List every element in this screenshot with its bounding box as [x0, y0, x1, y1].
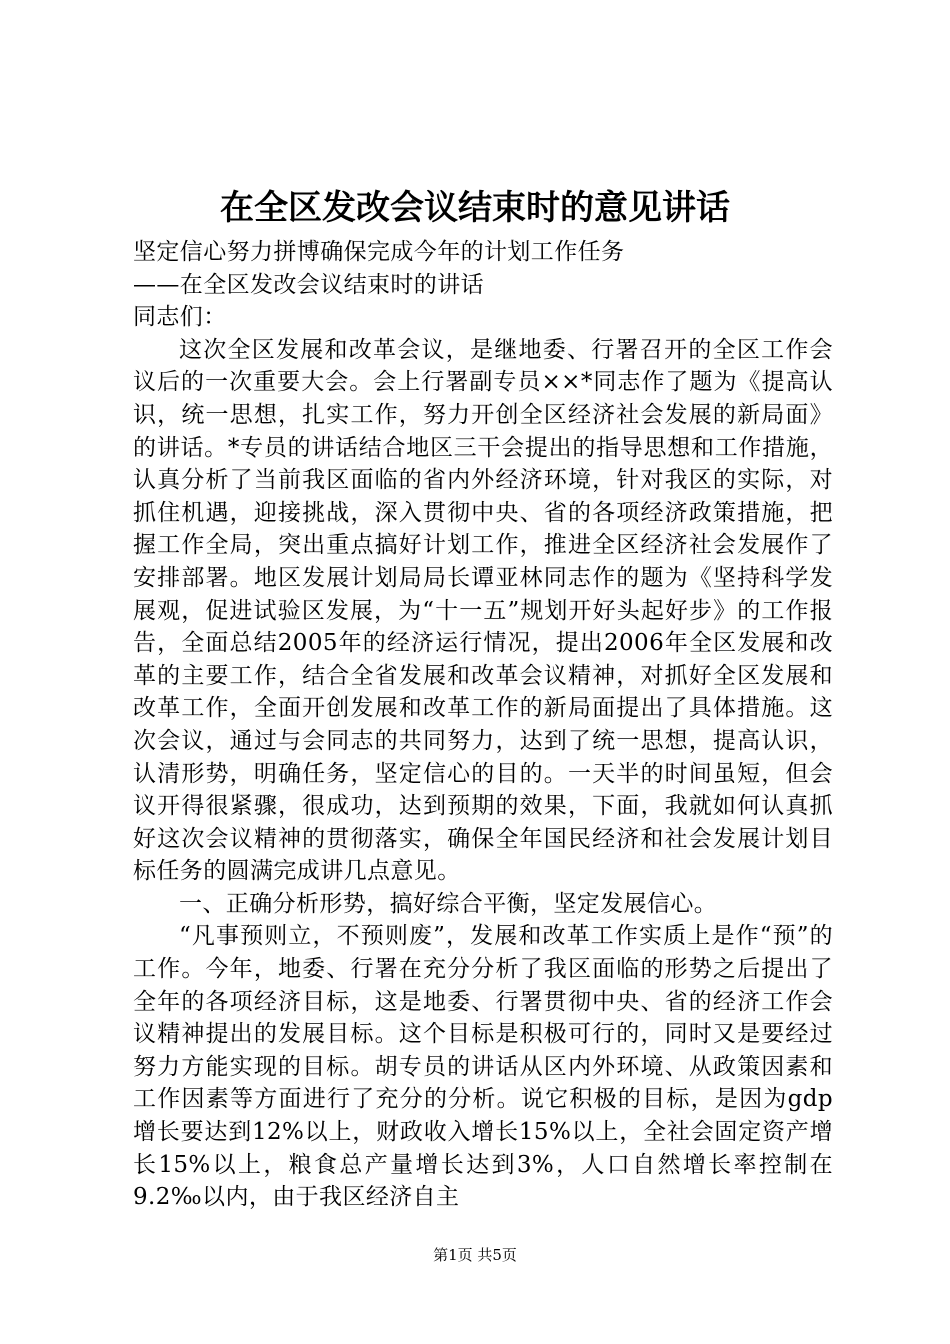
section-heading-1: 一、正确分析形势，搞好综合平衡，坚定发展信心。 [179, 890, 718, 917]
paragraph-1: 这次全区发展和改革会议，是继地委、行署召开的全区工作会议后的一次重要大会。会上行署副专员××*同志作了题为《提高认识，统一思想，扎实工作，努力开创全区经济社会发展的新局面》的讲话。*专员的讲话结合地区三干会提出的指导思想和工作措施，认真分析了当前我区面临的省内外经济环境，针对我区的实际，对抓住机遇，迎接挑战，深入贯彻中央、省的各项经济政策措施，把握工作全局，突出重点搞好计划工作，推进全区经济社会发展作了安排部署。地区发展计划局局长谭亚林同志作的题为《坚持科学发展观，促进试验区发展，为“十一五”规划开好头起好步》的工作报告，全面总结2005年的经济运行情况，提出2006年全区发展和改革的主要工作，结合全省发展和改革会议精神，对抓好全区发展和改革工作，全面开创发展和改革工作的新局面提出了具体措施。这次会议，通过与会同志的共同努力，达到了统一思想，提高认识，认清形势，明确任务，坚定信心的目的。一天半的时间虽短，但会议开得很紧骤，很成功，达到预期的效果，下面，我就如何认真抓好这次会议精神的贯彻落实，确保全年国民经济和社会发展计划目标任务的圆满完成讲几点意见。 [133, 336, 833, 885]
document-body [133, 236, 833, 1214]
paragraph-2: “凡事预则立，不预则废”，发展和改革工作实质上是作“预”的工作。今年，地委、行署在充分分析了我区面临的形势之后提出了全年的各项经济目标，这是地委、行署贯彻中央、省的经济工作会议精神提出的发展目标。这个目标是积极可行的，同时又是要经过努力方能实现的目标。胡专员的讲话从区内外环境、从政策因素和工作因素等方面进行了充分的分析。说它积极的目标，是因为gdp增长要达到12%以上，财政收入增长15%以上，全社会固定资产增长15%以上，粮食总产量增长达到3%，人口自然增长率控制在9.2‰以内，由于我区经济自主 [133, 923, 833, 1211]
subtitle-line-2: ——在全区发改会议结束时的讲话 [133, 271, 484, 298]
page-footer: 第1页 共5页 [433, 1246, 517, 1264]
subtitle-line-1: 坚定信心努力拼博确保完成今年的计划工作任务 [133, 239, 625, 265]
salutation: 同志们： [133, 304, 227, 331]
document-title: 在全区发改会议结束时的意见讲话 [220, 188, 730, 228]
